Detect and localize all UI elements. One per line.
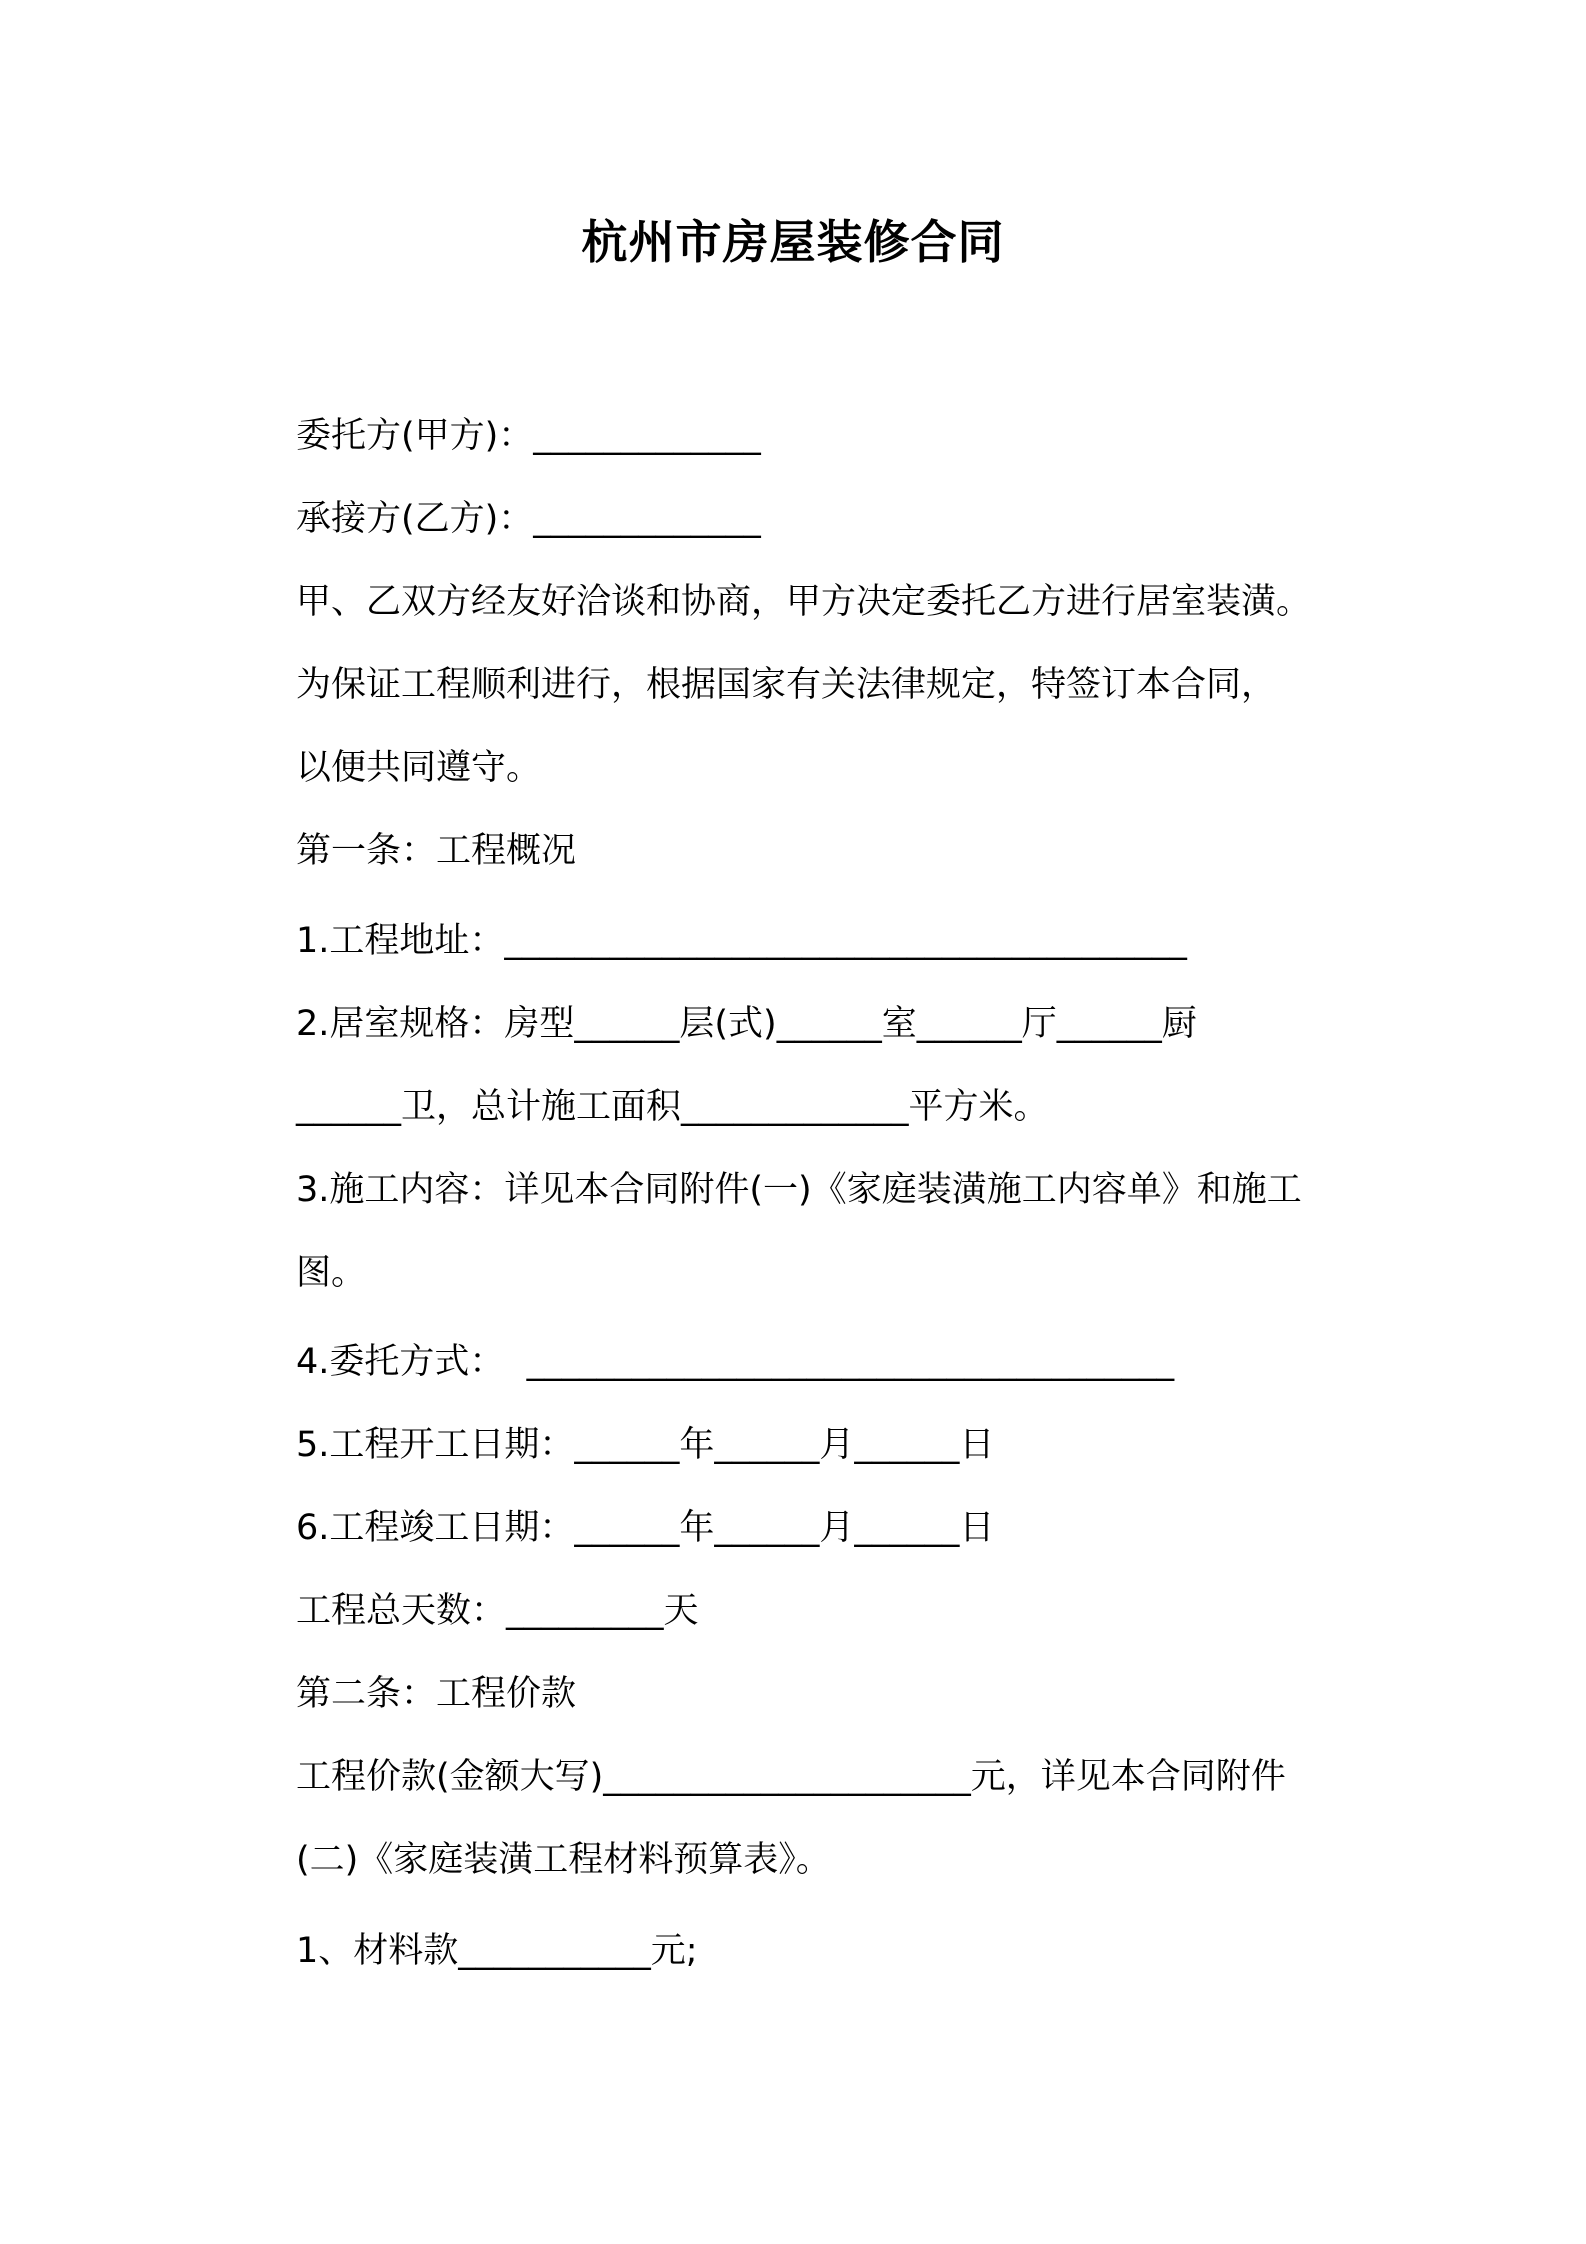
construction-content-line: 3.施工内容：详见本合同附件(一)《家庭装潢施工内容单》和施工: [296, 1170, 1302, 1210]
party-a-line: 委托方(甲方)：_____________: [296, 416, 761, 456]
article-2-heading: 第二条：工程价款: [296, 1674, 577, 1714]
project-address-line: 1.工程地址：_______________________________________: [296, 921, 1187, 961]
room-spec-line: 2.居室规格：房型______层(式)______室______厅______厨: [296, 1004, 1197, 1044]
commission-method-line: 4.委托方式： _____________________________________: [296, 1342, 1175, 1382]
room-spec-line-2: ______卫，总计施工面积_____________平方米。: [296, 1087, 1049, 1127]
material-cost-line: 1、材料款___________元;: [296, 1931, 698, 1971]
intro-paragraph-line-1: 甲、乙双方经友好洽谈和协商，甲方决定委托乙方进行居室装潢。: [296, 582, 1312, 622]
total-days-line: 工程总天数：_________天: [296, 1591, 699, 1631]
intro-paragraph-line-3: 以便共同遵守。: [296, 748, 542, 788]
document-title: 杭州市房屋装修合同: [581, 215, 1005, 269]
completion-date-line: 6.工程竣工日期：______年______月______日: [296, 1508, 995, 1548]
article-1-heading: 第一条：工程概况: [296, 831, 577, 871]
intro-paragraph-line-2: 为保证工程顺利进行，根据国家有关法律规定，特签订本合同，: [296, 665, 1277, 705]
construction-content-line-2: 图。: [296, 1253, 367, 1293]
party-b-line: 承接方(乙方)：_____________: [296, 499, 761, 539]
project-price-line-2: (二)《家庭装潢工程材料预算表》。: [296, 1840, 831, 1880]
project-price-line: 工程价款(金额大写)_____________________元，详见本合同附件: [296, 1757, 1286, 1797]
start-date-line: 5.工程开工日期：______年______月______日: [296, 1425, 995, 1465]
